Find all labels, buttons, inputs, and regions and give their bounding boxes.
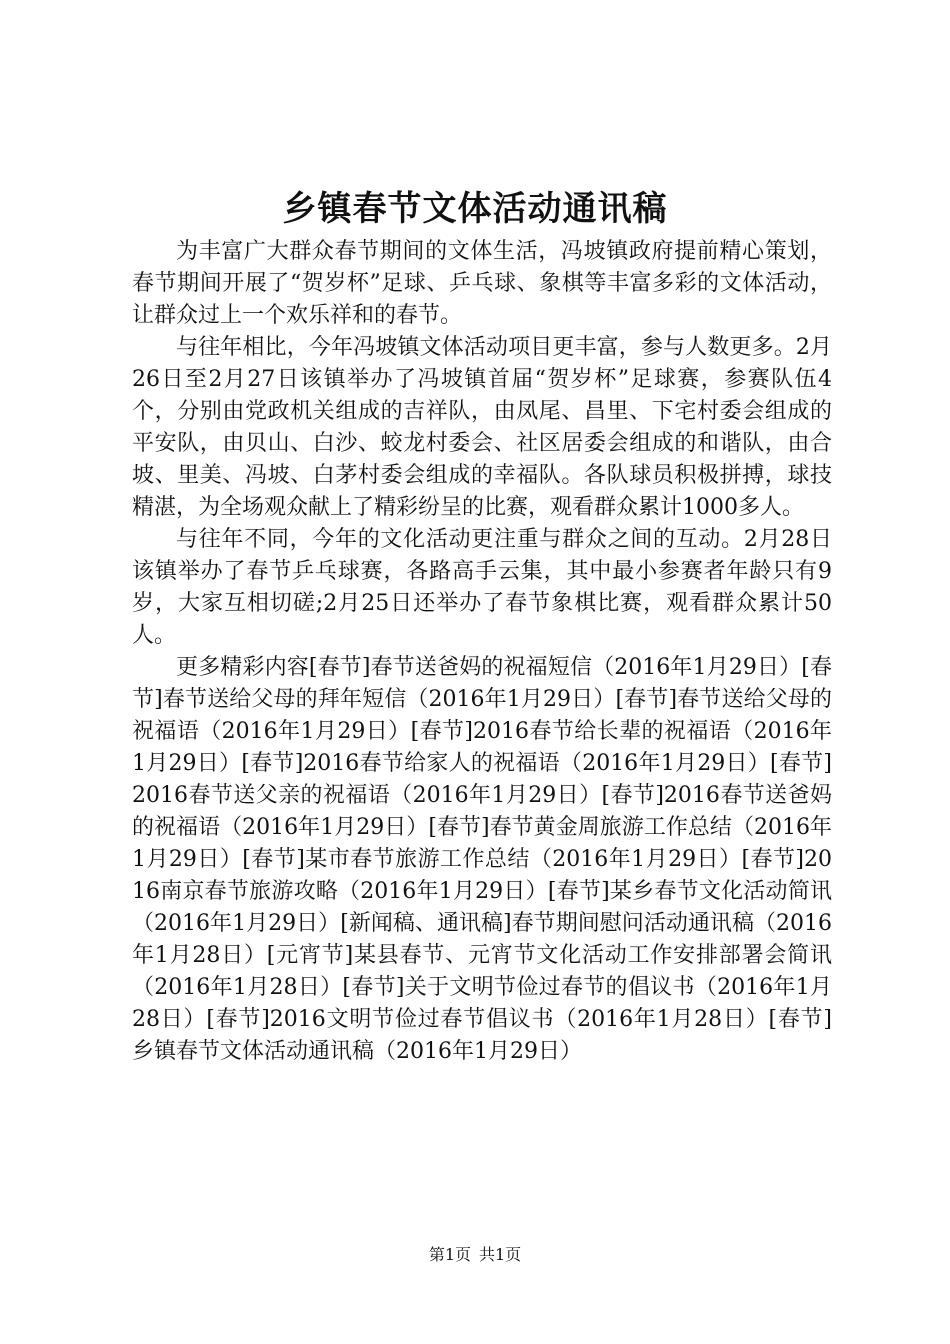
document-title: 乡镇春节文体活动通讯稿 bbox=[282, 189, 668, 229]
page-footer bbox=[0, 1244, 950, 1266]
document-body bbox=[132, 236, 832, 1068]
page-number: 第1页 bbox=[428, 1245, 471, 1264]
paragraph-interaction: 与往年不同，今年的文化活动更注重与群众之间的互动。2月28日该镇举办了春节乒乓球赛，各路高手云集，其中最小参赛者年龄只有9岁，大家互相切磋;2月25日还举办了春节象棋比赛，观看群众累计50人。 bbox=[132, 527, 832, 648]
paragraph-intro: 为丰富广大群众春节期间的文体生活，冯坡镇政府提前精心策划，春节期间开展了“贺岁杯”足球、乒乓球、象棋等丰富多彩的文体活动，让群众过上一个欢乐祥和的春节。 bbox=[132, 239, 832, 328]
paragraph-football: 与往年相比，今年冯坡镇文体活动项目更丰富，参与人数更多。2月26日至2月27日该镇举办了冯坡镇首届“贺岁杯”足球赛，参赛队伍4个，分别由党政机关组成的吉祥队，由凤尾、昌里、下宅村委会组成的平安队，由贝山、白沙、蛟龙村委会、社区居委会组成的和谐队，由合坡、里美、冯坡、白茅村委会组成的幸福队。各队球员积极拼搏，球技精湛，为全场观众献上了精彩纷呈的比赛，观看群众累计1000多人。 bbox=[132, 335, 832, 520]
paragraph-more-content: 更多精彩内容[春节]春节送爸妈的祝福短信（2016年1月29日）[春节]春节送给父母的拜年短信（2016年1月29日）[春节]春节送给父母的祝福语（2016年1月29日）[春节]2016春节给长辈的祝福语（2016年1月29日）[春节]2016春节给家人的祝福语（2016年1月29日）[春节]2016春节送父亲的祝福语（2016年1月29日）[春节]2016春节送爸妈的祝福语（2016年1月29日）[春节]春节黄金周旅游工作总结（2016年1月29日）[春节]某市春节旅游工作总结（2016年1月29日）[春节]2016南京春节旅游攻略（2016年1月29日）[春节]某乡春节文化活动简讯（2016年1月29日）[新闻稿、通讯稿]春节期间慰问活动通讯稿（2016年1月28日）[元宵节]某县春节、元宵节文化活动工作安排部署会简讯（2016年1月28日）[春节]关于文明节俭过春节的倡议书（2016年1月28日）[春节]2016文明节俭过春节倡议书（2016年1月28日）[春节]乡镇春节文体活动通讯稿（2016年1月29日） bbox=[132, 655, 832, 1064]
page-total: 共1页 bbox=[479, 1245, 522, 1264]
